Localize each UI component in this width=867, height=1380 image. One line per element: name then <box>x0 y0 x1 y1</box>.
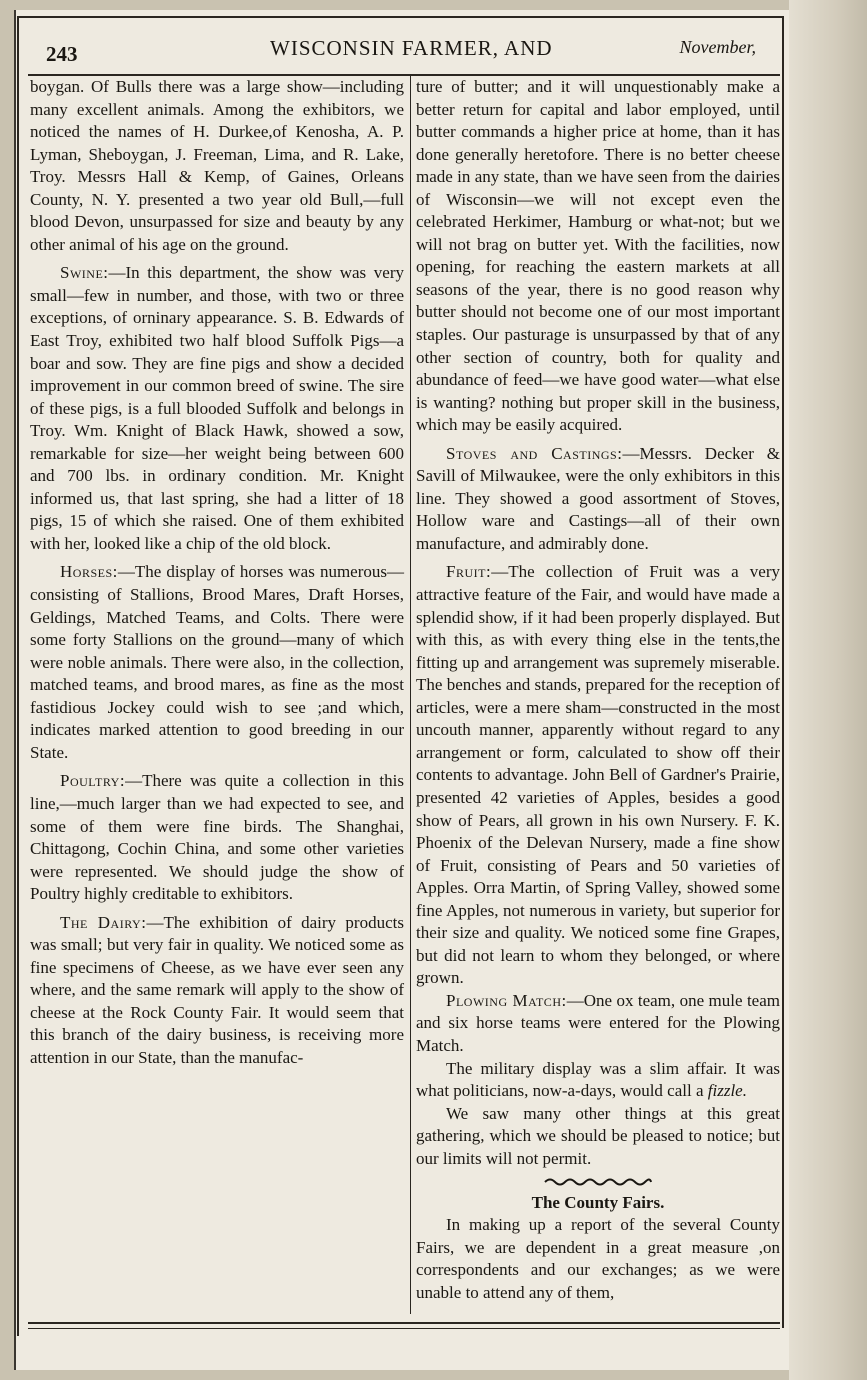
county-fairs-heading: The County Fairs. <box>531 1193 665 1213</box>
column-divider <box>410 76 411 1314</box>
footer-rule <box>28 1322 780 1324</box>
footer-rule-thin <box>28 1328 780 1329</box>
swine-paragraph <box>30 262 404 555</box>
issue-month: November, <box>679 37 756 57</box>
plowing-label: Plowing Match: <box>446 990 567 1010</box>
county-fairs-paragraph: In making up a report of the several County Fairs, we are dependent in a great measure ,on correspondents and our exchanges; as we were unable to attend any of them, <box>416 1215 780 1302</box>
military-italic: fizzle. <box>707 1081 747 1101</box>
military-text: The military display was a slim affair. It was what politicians, now-a-days, would call a <box>416 1058 780 1101</box>
stoves-text: —Messrs. Decker & Savill of Milwaukee, were the only exhibitors in this line. They showed a good assortment of Stoves, Hollow ware and Castings—all of their own manufacture, and admirably done. <box>416 443 781 553</box>
dairy-label: The Dairy: <box>60 912 147 932</box>
poultry-text: —There was quite a collection in this line,—much larger than we had expected to see, and some of them were fine birds. The Shanghai, Chittagong, Cochin China, and some other varieties were represented. We should judge the show of Poultry highly creditable to exhibitors. <box>30 771 404 904</box>
poultry-label: Poultry: <box>60 771 126 791</box>
border-top-rule <box>18 16 782 18</box>
horses-text: —The display of horses was numerous—consisting of Stallions, Brood Mares, Draft Horses, Geldings, Matched Teams, and Colts. There were some forty Stallions on the ground—many of which were noble animals. There were also, in the collection, matched teams, and brood mares, as fine as the most fastidious Jockey could wish to see ;and which, indicates marked attention to good breeding in our State. <box>30 562 404 762</box>
horses-paragraph <box>30 561 404 764</box>
plowing-paragraph <box>416 990 780 1058</box>
dairy-text: —The exhibition of dairy products was small; but very fair in quality. We noticed some as fine specimens of Cheese, as we have ever seen any where, and the same remark will apply to the show of cheese at the Rock County Fair. It would seem that this branch of the dairy business, is receiving more attention in our State, than the manufac- <box>30 912 404 1067</box>
page-header <box>30 34 770 70</box>
left-column <box>30 76 404 1070</box>
plowing-text: —One ox team, one mule team and six horse teams were entered for the Plowing Match. <box>416 990 780 1055</box>
butter-paragraph: ture of butter; and it will unquestionably make a better return for capital and labor employed, until butter commands a higher price at home, than it has done generally heretofore. There is no better cheese made in any state, than we have seen from the dairies of Wisconsin—we will not except even the celebrated Herkimer, Hamburg or what-not; but we will not brag on butter yet. With the facilities, now opening, for reaching the eastern markets at all seasons of the year, there is no good reason why butter should not become one of our most important staples. Our pasturage is unsurpassed by that of any other section of country, both for quality and abundance of feed—we have good water—what else is wanting? nothing but proper skill in the business, which may be easily acquired. <box>416 77 780 435</box>
stoves-label: Stoves and Castings: <box>446 443 623 463</box>
bulls-paragraph: boygan. Of Bulls there was a large show—including many excellent animals. Among the exhibitors, we noticed the names of H. Durkee,of Kenosha, A. P. Lyman, Sheboygan, J. Freeman, Lima, and R. Lake, Troy. Messrs Hall & Kemp, of Gaines, Orleans County, N. Y. presented a two year old Bull,—full blood Devon, unsurpassed for size and beauty by any other animal of his age on the ground. <box>30 77 404 254</box>
horses-label: Horses: <box>60 562 118 582</box>
closing-paragraph: We saw many other things at this great gathering, which we should be pleased to notice; but our limits will not permit. <box>416 1103 780 1168</box>
masthead-title: WISCONSIN FARMER, AND <box>270 36 553 60</box>
dairy-paragraph <box>30 912 404 1070</box>
page-number: 243 <box>46 42 78 66</box>
ornament-divider <box>416 1172 780 1184</box>
wave-ornament-icon <box>543 1176 653 1188</box>
swine-label: Swine: <box>60 263 109 283</box>
border-left-rule <box>17 16 19 1336</box>
page-edge-shadow <box>789 0 867 1380</box>
fruit-paragraph <box>416 561 780 989</box>
right-column <box>416 76 780 1304</box>
border-right-rule <box>782 16 784 1328</box>
stoves-paragraph <box>416 443 780 556</box>
poultry-paragraph <box>30 770 404 905</box>
military-paragraph <box>416 1058 780 1103</box>
fruit-label: Fruit: <box>446 562 492 582</box>
fruit-text: —The collection of Fruit was a very attractive feature of the Fair, and would have made a splendid show, if it had been properly displayed. But with this, as with every thing else in the tents,the fitting up and arrangement was supremely miserable. The benches and stands, prepared for the reception of articles, were a mere sham—constructed in the most uncouth manner, apparently without regard to any arrangement or form, calculated to show off their contents to advantage. John Bell of Gardner's Prairie, presented 42 varieties of Apples, besides a good show of Pears, all grown in his own Nursery. F. K. Phoenix of the Delevan Nursery, made a fine show of Fruit, consisting of Pears and 50 varieties of Apples. Orra Martin, of Spring Valley, showed some fine Apples, not numerous in variety, but superior for their size and quality. We noticed some fine Grapes, but did not learn to whom they belonged, or where grown. <box>416 562 780 988</box>
swine-text: —In this department, the show was very small—few in number, and those, with two or three exceptions, of orninary appearance. S. B. Edwards of East Troy, exhibited two half blood Suffolk Pigs—a boar and sow. They are fine pigs and show a decided improvement in our common breed of swine. The sire of these pigs, is a full blooded Suffolk and belongs in Troy. Wm. Knight of Black Hawk, showed a sow, remarkable for size—her weight being between 600 and 700 lbs. in ordinary condition. Mr. Knight informed us, that last spring, she had a litter of 18 pigs, 15 of which she raised. One of them exhibited with her, looked like a chip of the old block. <box>30 263 404 553</box>
